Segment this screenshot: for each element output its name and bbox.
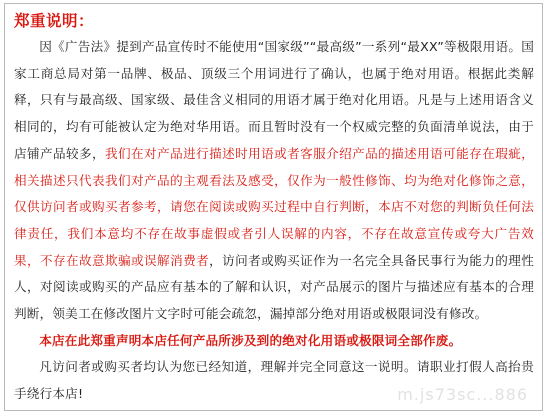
disclaimer-highlight-text: 我们在对产品进行描述时用语或者客服介绍产品的描述用语可能存在瑕疵，相关描述只代表我们对产品的主观看法及感受，仅作为一般性修饰、均为绝对化修饰之意，仅供访问者或购买者参考，请您在阅读或购买过程中自行判断，本店不对您的判断负任何法律责任，我们本意均不存在故事虚假或者引人误解的内容，不存在故意宣传或夸大广告效果，不存在故意欺骗或误解消费者 (14, 145, 534, 268)
notice-body (14, 34, 534, 408)
disclaimer-text: 因《广告法》提到产品宣传时不能使用“国家级”“最高级”一系列“最XX”等极限用语。国家工商总局对第一品牌、极品、顶级三个用词进行了确认，也属于绝对用语。根据此类解释，只有与最高级、国家级、最佳含义相同的用语才属于绝对化用语。凡是与上述用语含义相同的，均有可能被认定为绝对华用语。而且暂时没有一个权威完整的负面清单说法，由于店铺产品较多， (14, 39, 534, 161)
agreement-paragraph: 凡访问者或购买者均认为您已经知道，理解并完全同意这一说明。请职业打假人高抬贵手绕行本店! (14, 359, 534, 402)
declaration-statement: 本店在此郑重声明本店任何产品所涉及到的绝对化用语或极限词全部作废。 (39, 332, 462, 348)
notice-panel (4, 3, 543, 411)
watermark-text: m.js73sc...886 (397, 385, 528, 404)
notice-title: 郑重说明： (14, 12, 95, 30)
disclaimer-paragraph (14, 34, 534, 328)
disclaimer-continued-text: ，访问者或购买证作为一名完全具备民事行为能力的理性人，对阅读或购买的产品应有基本的了解和认识，对产品展示的图片与描述应有基本的合理判断，领美工在修改图片文字时可能会疏忽，漏掉部分绝对用语或极限词没有修改。 (14, 252, 535, 322)
